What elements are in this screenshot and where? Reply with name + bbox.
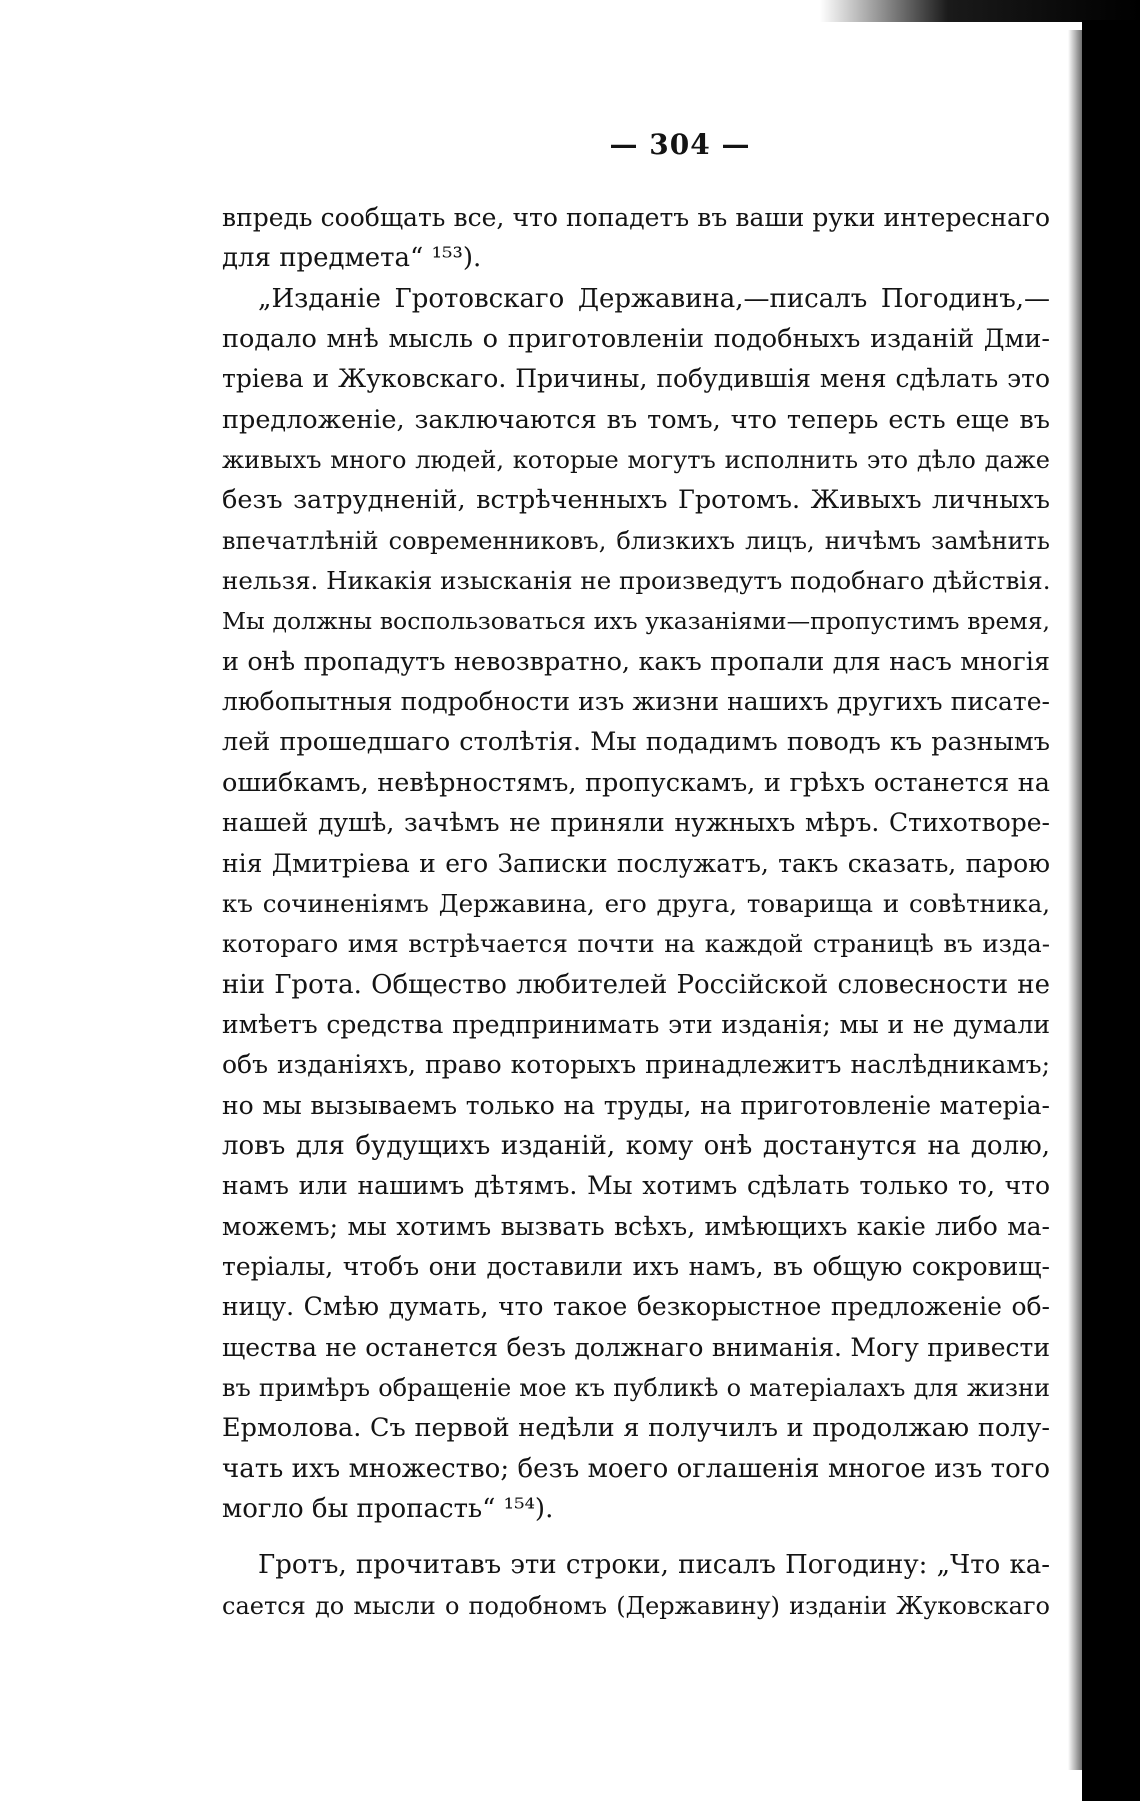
text-line: впредь сообщать все, что попадетъ въ ваши руки интереснаго — [222, 203, 1050, 232]
text-line: нашей душѣ, зачѣмъ не приняли нужныхъ мѣръ. Стихотворе- — [222, 808, 1050, 838]
text-line: но мы вызываемъ только на труды, на приготовленіе матеріа- — [222, 1090, 1050, 1120]
text-line: впечатлѣній современниковъ, близкихъ лицъ, ничѣмъ замѣнить — [222, 526, 1050, 555]
text-line: нія Дмитріева и его Записки послужатъ, такъ сказать, парою — [222, 848, 1050, 878]
text-line: Гротъ, прочитавъ эти строки, писалъ Погодину: „Что ка- — [258, 1550, 1050, 1581]
text-line: ошибкамъ, невѣрностямъ, пропускамъ, и грѣхъ останется на — [222, 767, 1050, 798]
text-line: тріева и Жуковскаго. Причины, побудившія меня сдѣлать это — [222, 364, 1050, 394]
text-line: сается до мысли о подобномъ (Державину) изданіи Жуковскаго — [222, 1591, 1050, 1620]
page-number: — 304 — — [609, 128, 751, 161]
text-line: ницу. Смѣю думать, что такое безкорыстное предложеніе об- — [222, 1292, 1050, 1322]
text-line: и онѣ пропадутъ невозвратно, какъ пропали для насъ многія — [222, 646, 1050, 677]
text-line: могло бы пропасть“ ¹⁵⁴). — [222, 1494, 554, 1524]
text-line: Ермолова. Съ первой недѣли я получилъ и продолжаю полу- — [222, 1413, 1050, 1444]
text-line: предложеніе, заключаются въ томъ, что теперь есть еще въ — [222, 404, 1050, 435]
text-line: подало мнѣ мысль о приготовленіи подобныхъ изданій Дми- — [222, 324, 1050, 355]
text-line: живыхъ много людей, которые могутъ исполнить это дѣло даже — [222, 446, 1050, 475]
text-line: щества не останется безъ должнаго вниманія. Могу привести — [222, 1332, 1050, 1362]
text-line: намъ или нашимъ дѣтямъ. Мы хотимъ сдѣлать только то, что — [222, 1171, 1050, 1201]
text-line: нельзя. Никакія изысканія не произведутъ подобнаго дѣйствія. — [222, 566, 1051, 596]
text-line: лей прошедшаго столѣтія. Мы подадимъ поводъ къ разнымъ — [222, 727, 1050, 758]
text-line: ловъ для будущихъ изданій, кому онѣ достанутся на долю, — [222, 1130, 1050, 1161]
paragraph-gap — [222, 1529, 1050, 1545]
text-line: въ примѣръ обращеніе мое къ публикѣ о матеріалахъ для жизни — [222, 1373, 1050, 1402]
text-line: имѣетъ средства предпринимать эти изданія; мы и не думали — [222, 1009, 1050, 1039]
text-line: теріалы, чтобъ они доставили ихъ намъ, въ общую сокровищ- — [222, 1251, 1050, 1281]
text-line: для предмета“ ¹⁵³). — [222, 243, 482, 274]
scan-edge-right — [1082, 20, 1140, 1801]
scan-edge-top — [820, 0, 1140, 22]
text-line: Мы должны воспользоваться ихъ указаніями—пропустимъ время, — [222, 607, 1050, 636]
text-line: можемъ; мы хотимъ вызвать всѣхъ, имѣющихъ какіе либо ма- — [222, 1211, 1050, 1241]
text-line: котораго имя встрѣчается почти на каждой страницѣ въ изда- — [222, 929, 1050, 959]
text-line: „Изданіе Гротовскаго Державина,—писалъ Погодинъ,— — [258, 283, 1050, 314]
text-line: ніи Грота. Общество любителей Россійской словесности не — [222, 969, 1050, 1000]
text-line: безъ затрудненій, встрѣченныхъ Гротомъ. Живыхъ личныхъ — [222, 485, 1050, 516]
text-line: къ сочиненіямъ Державина, его друга, товарища и совѣтника, — [222, 888, 1050, 918]
text-line: любопытныя подробности изъ жизни нашихъ другихъ писате- — [222, 687, 1050, 717]
text-line: объ изданіяхъ, право которыхъ принадлежитъ наслѣдникамъ; — [222, 1050, 1050, 1080]
body-text — [222, 198, 1050, 1626]
text-line: чать ихъ множество; безъ моего оглашенія многое изъ того — [222, 1453, 1050, 1484]
